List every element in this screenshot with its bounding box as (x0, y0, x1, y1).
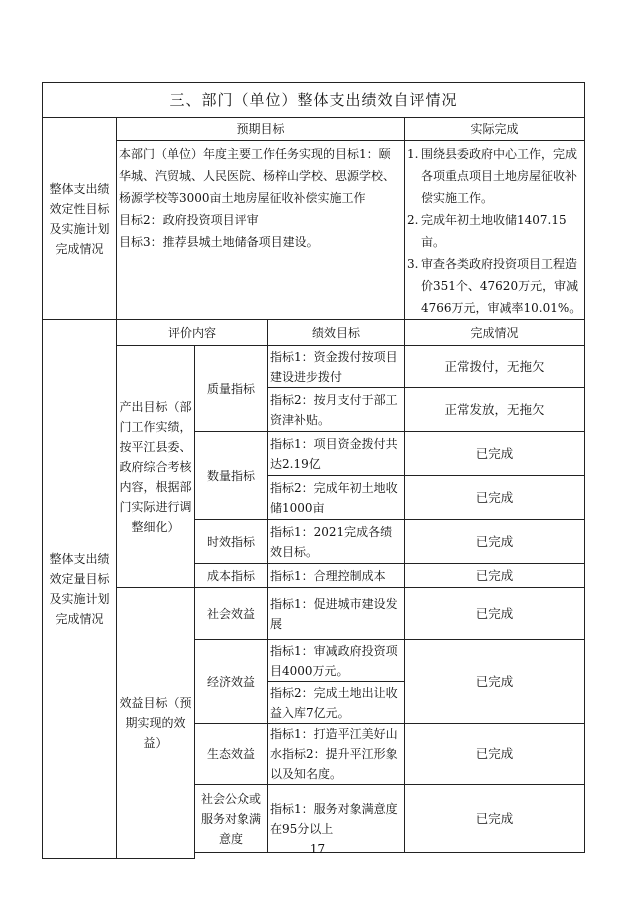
status-cell: 已完成 (405, 724, 585, 785)
status-cell: 已完成 (405, 640, 585, 724)
target-cell: 指标1：项目资金拨付共达2.19亿 (268, 432, 405, 476)
status-cell: 正常发放，无拖欠 (405, 388, 585, 432)
section-title: 三、部门（单位）整体支出绩效自评情况 (43, 83, 585, 118)
qualitative-row-label: 整体支出绩效定性目标及实施计划完成情况 (43, 118, 117, 320)
target-cell: 指标1：服务对象满意度在95分以上 (268, 785, 405, 853)
expected-header: 预期目标 (117, 118, 405, 141)
expected-goal-2: 目标2：政府投资项目评审 (119, 213, 259, 227)
expected-goals (117, 141, 405, 320)
target-cell: 指标1：促进城市建设发展 (268, 588, 405, 640)
status-header: 完成情况 (405, 320, 585, 346)
status-cell: 已完成 (405, 432, 585, 476)
actual-item (407, 143, 582, 209)
actual-item-number: 3. (407, 257, 419, 271)
target-cell: 指标2：按月支付于部工资津补贴。 (268, 388, 405, 432)
status-cell: 已完成 (405, 785, 585, 853)
output-group-label: 产出目标（部门工作实绩，按平江县委、政府综合考核内容，根据部门实际进行调整细化） (117, 346, 195, 588)
social-benefit: 社会效益 (195, 588, 268, 640)
timeliness-indicator: 时效指标 (195, 520, 268, 564)
actual-item-number: 2. (407, 213, 419, 227)
target-cell: 指标1：资金拨付按项目建设进步拨付 (268, 346, 405, 388)
ecological-benefit: 生态效益 (195, 724, 268, 785)
actual-item (407, 209, 582, 253)
expected-goal-1: 本部门（单位）年度主要工作任务实现的目标1：颐华城、汽贸城、人民医院、杨梓山学校、思源学校、杨源学校等3000亩土地房屋征收补偿实施工作 (119, 147, 396, 205)
self-evaluation-table (42, 82, 585, 859)
cost-indicator: 成本指标 (195, 564, 268, 588)
target-cell: 指标2：完成年初土地收储1000亩 (268, 476, 405, 520)
actual-item (407, 253, 582, 319)
satisfaction-indicator: 社会公众或服务对象满意度 (195, 785, 268, 853)
target-header: 绩效目标 (268, 320, 405, 346)
actual-item-number: 1. (407, 147, 419, 161)
status-cell: 已完成 (405, 520, 585, 564)
target-cell: 指标1：2021完成各绩效目标。 (268, 520, 405, 564)
actual-header: 实际完成 (405, 118, 585, 141)
actual-item-text: 完成年初土地收储1407.15亩。 (421, 213, 567, 249)
status-cell: 正常拨付，无拖欠 (405, 346, 585, 388)
expected-goal-3: 目标3：推荐县城土地储备项目建设。 (119, 235, 319, 249)
page-number: 17 (309, 842, 326, 856)
target-cell: 指标1：合理控制成本 (268, 564, 405, 588)
quantity-indicator: 数量指标 (195, 432, 268, 520)
economic-benefit: 经济效益 (195, 640, 268, 724)
actual-item-text: 审查各类政府投资项目工程造价351个、47620万元，审减4766万元，审减率10.01%。 (421, 257, 582, 315)
content-header: 评价内容 (117, 320, 268, 346)
benefit-group-label: 效益目标（预期实现的效益） (117, 588, 195, 859)
status-cell: 已完成 (405, 588, 585, 640)
target-cell: 指标1：审减政府投资项目4000万元。 (268, 640, 405, 682)
status-cell: 已完成 (405, 476, 585, 520)
actual-item-text: 围绕县委政府中心工作，完成各项重点项目土地房屋征收补偿实施工作。 (421, 147, 578, 205)
quantitative-row-label: 整体支出绩效定量目标及实施计划完成情况 (43, 320, 117, 859)
status-cell: 已完成 (405, 564, 585, 588)
actual-results (405, 141, 585, 320)
quality-indicator: 质量指标 (195, 346, 268, 432)
target-cell: 指标1：打造平江美好山水指标2：提升平江形象以及知名度。 (268, 724, 405, 785)
target-cell: 指标2：完成土地出让收益入库7亿元。 (268, 682, 405, 724)
